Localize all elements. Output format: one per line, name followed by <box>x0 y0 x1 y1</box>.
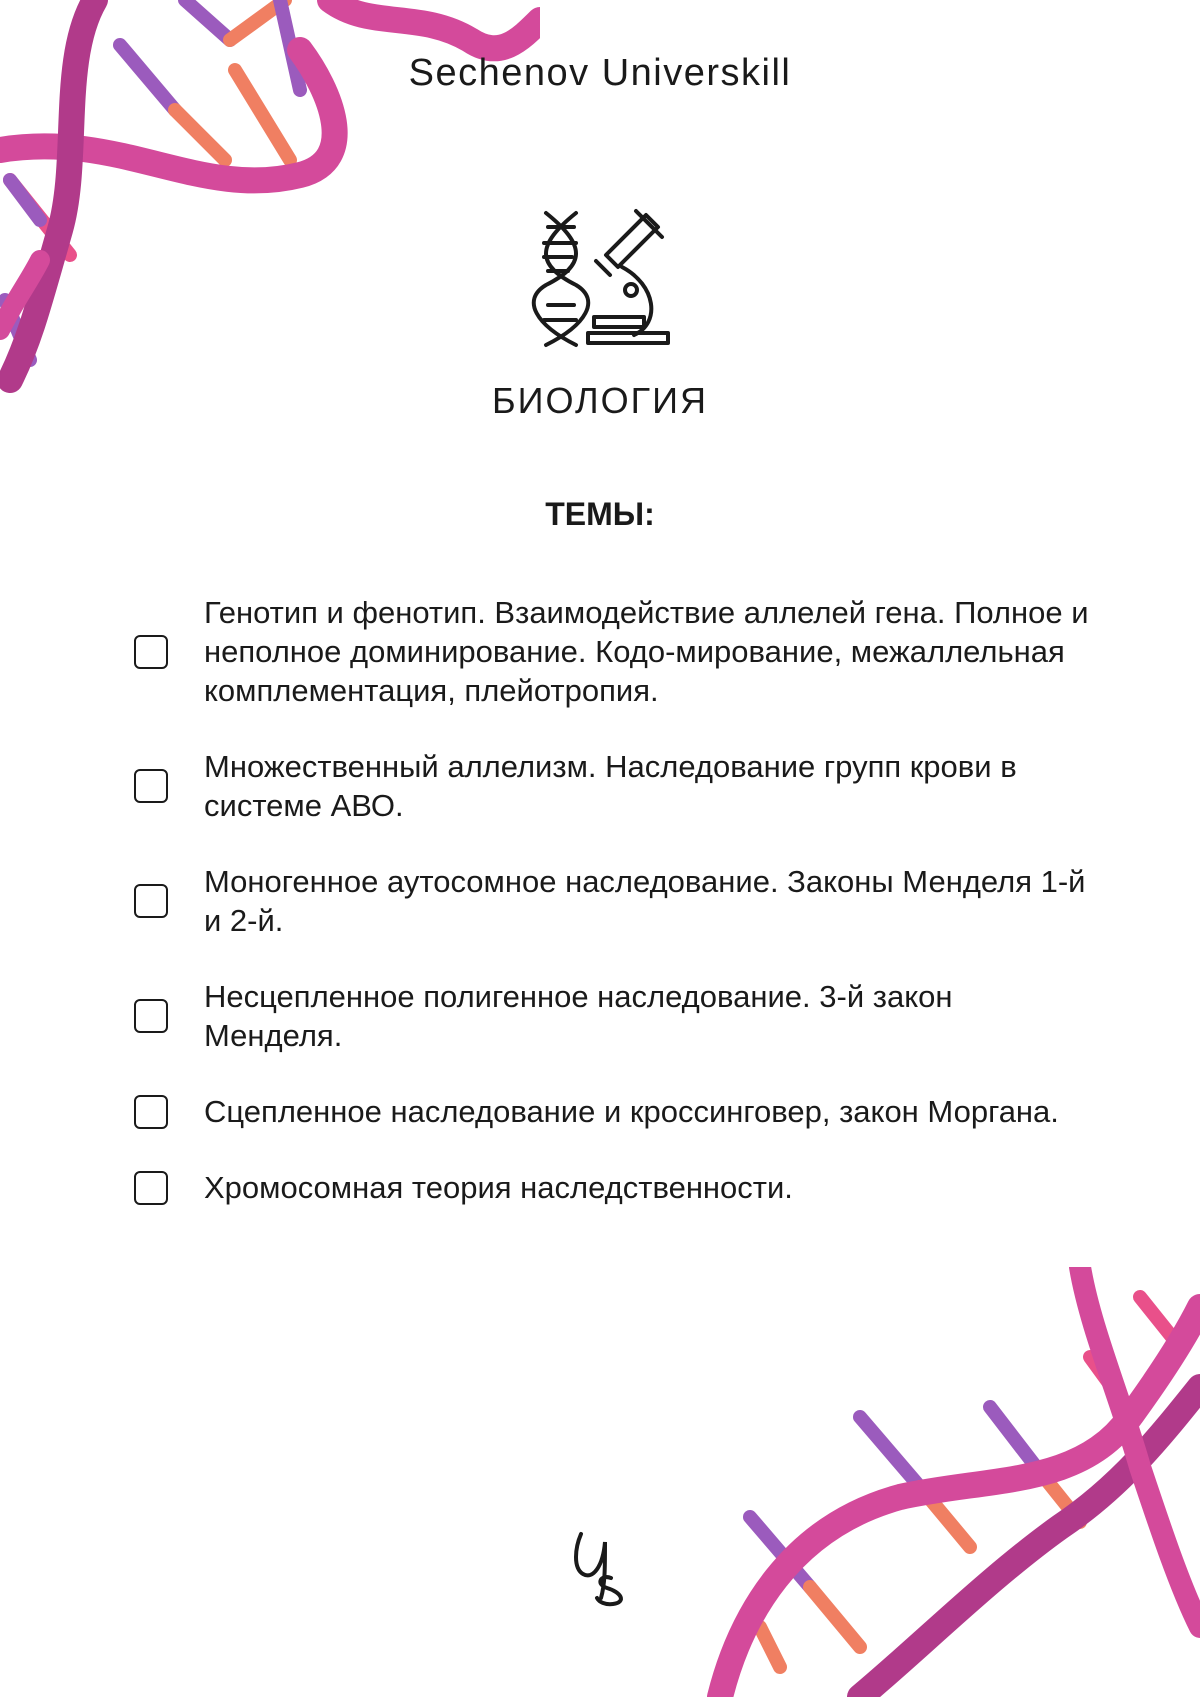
topic-item <box>134 862 1094 940</box>
topic-item <box>134 1092 1094 1131</box>
topic-item <box>134 1168 1094 1207</box>
topic-text: Сцепленное наследование и кроссинговер, закон Моргана. <box>204 1094 1059 1129</box>
topic-text: Моногенное аутосомное наследование. Законы Менделя 1-й и 2-й. <box>204 864 1086 938</box>
topic-item <box>134 593 1094 710</box>
topics-heading: ТЕМЫ: <box>545 496 655 532</box>
topic-text: Генотип и фенотип. Взаимодействие аллелей гена. Полное и неполное доминирование. Кодо-мирование, межаллельная комплементация, плейотропия. <box>204 595 1089 708</box>
topic-checkbox[interactable] <box>134 635 168 669</box>
topic-checkbox[interactable] <box>134 999 168 1033</box>
dna-decoration-bottom-right <box>660 1267 1200 1697</box>
topic-item <box>134 747 1094 825</box>
topic-checkbox[interactable] <box>134 1171 168 1205</box>
universkill-monogram-icon <box>567 1528 637 1608</box>
subject-title: БИОЛОГИЯ <box>491 380 709 421</box>
brand-title: Sechenov Universkill <box>408 52 792 94</box>
topics-list <box>134 593 1094 1244</box>
topic-text: Хромосомная теория наследственности. <box>204 1170 793 1205</box>
topic-checkbox[interactable] <box>134 884 168 918</box>
topic-checkbox[interactable] <box>134 769 168 803</box>
dna-microscope-icon <box>526 205 676 355</box>
topic-checkbox[interactable] <box>134 1095 168 1129</box>
topic-item <box>134 977 1094 1055</box>
topic-text: Несцепленное полигенное наследование. 3-й закон Менделя. <box>204 979 953 1053</box>
topic-text: Множественный аллелизм. Наследование групп крови в системе АВО. <box>204 749 1017 823</box>
